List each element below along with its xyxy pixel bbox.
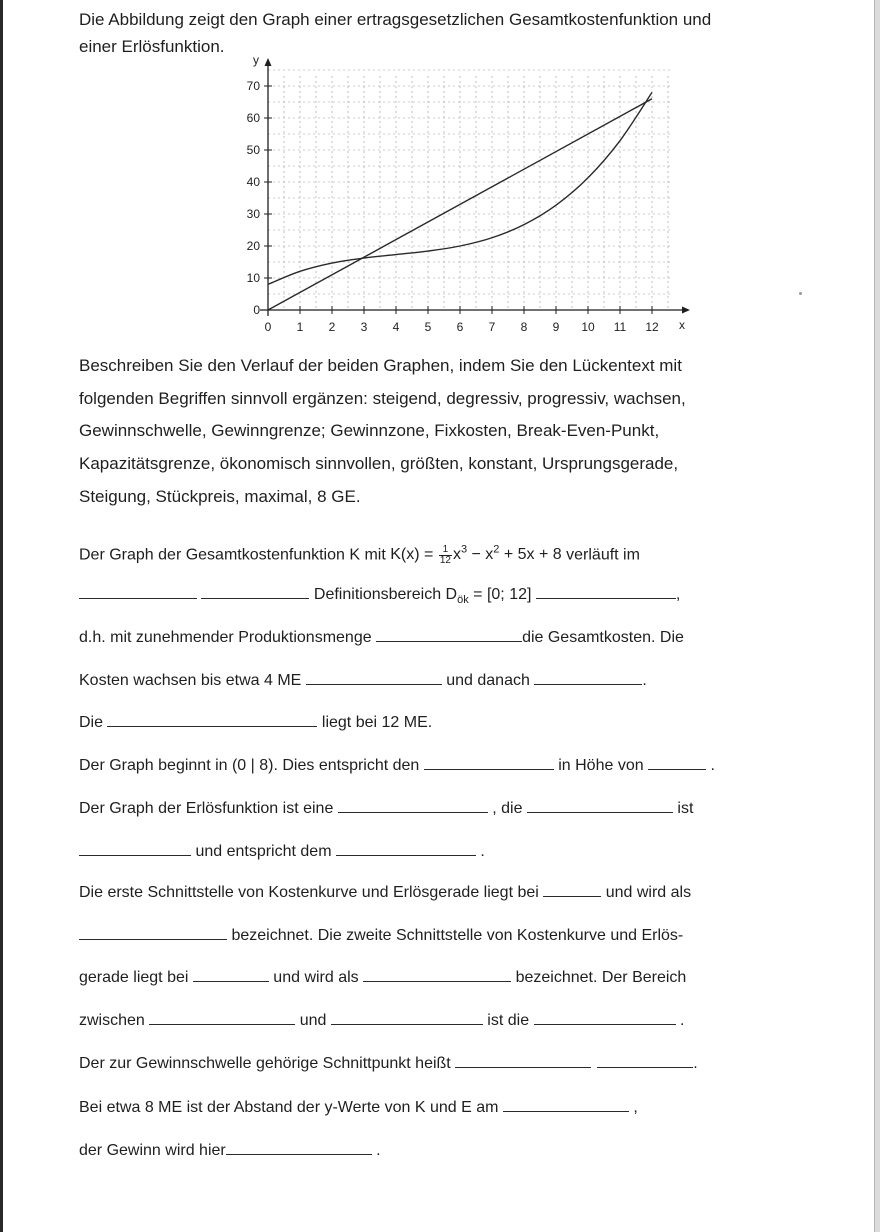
y-tick-label: 50	[246, 143, 260, 157]
x-tick-label: 10	[581, 320, 595, 334]
formula-fraction	[439, 545, 452, 566]
cloze-text: bezeichnet. Die zweite Schnittstelle von Kostenkurve und Erlös-	[227, 927, 684, 944]
blank-11[interactable]	[527, 797, 673, 813]
blank-13[interactable]	[336, 840, 476, 856]
blank-5[interactable]	[306, 669, 442, 685]
blank-10[interactable]	[338, 797, 488, 813]
cloze-text: und wird als	[268, 969, 364, 986]
cloze-row-13	[79, 1052, 698, 1074]
y-tick-label: 10	[246, 271, 260, 285]
blank-20[interactable]	[534, 1009, 676, 1025]
cloze-row-5	[79, 711, 432, 733]
cloze-text: ist die	[482, 1012, 534, 1029]
page-right-margin	[875, 0, 880, 1232]
fraction-denominator: 12	[439, 554, 451, 566]
cloze-row-11	[79, 966, 686, 988]
cloze-punct: .	[371, 1142, 381, 1159]
cloze-row-3	[79, 626, 684, 648]
cloze-text: zwischen	[79, 1012, 150, 1029]
blank-23[interactable]	[503, 1096, 629, 1112]
task-line-3: Gewinnschwelle, Gewinngrenze; Gewinnzone, Fixkosten, Break-Even-Punkt,	[79, 421, 660, 441]
blank-22[interactable]	[597, 1052, 693, 1068]
formula-exponent-2: 2	[493, 544, 500, 556]
blank-12[interactable]	[79, 840, 191, 856]
cloze-text: Die erste Schnittstelle von Kostenkurve und Erlösgerade liegt bei	[79, 884, 544, 901]
cloze-text: Bei etwa 8 ME ist der Abstand der y-Werte von K und E am	[79, 1099, 503, 1116]
cloze-text: Der Graph der Gesamtkostenfunktion K mit	[79, 546, 391, 564]
fraction-numerator: 1	[439, 545, 452, 556]
domain-symbol: D	[445, 586, 458, 603]
x-tick-label: 8	[520, 320, 528, 334]
blank-4[interactable]	[376, 626, 522, 642]
blank-21[interactable]	[455, 1052, 591, 1068]
cloze-text: liegt bei 12 ME.	[317, 714, 433, 731]
cloze-text: Definitionsbereich	[313, 586, 446, 603]
revenue-line	[268, 99, 652, 310]
blank-24[interactable]	[226, 1139, 372, 1155]
y-axis-label: y	[253, 53, 259, 67]
cloze-text: und wird als	[601, 884, 692, 901]
task-line-2: folgenden Begriffen sinnvoll ergänzen: steigend, degressiv, progressiv, wachsen,	[79, 388, 686, 408]
cloze-text: und entspricht dem	[191, 843, 336, 860]
x-tick-label: 7	[488, 320, 496, 334]
x-tick-label: 6	[456, 320, 464, 334]
cloze-punct: .	[693, 1055, 698, 1072]
page-left-border	[0, 0, 3, 1232]
formula-exponent-3: 3	[460, 544, 468, 556]
blank-16[interactable]	[193, 966, 269, 982]
formula-variable: x	[452, 546, 461, 564]
x-tick-label: 5	[424, 320, 432, 334]
blank-3[interactable]	[536, 583, 676, 599]
blank-6[interactable]	[534, 669, 642, 685]
cloze-punct: .	[706, 757, 715, 774]
intro-line-1: Die Abbildung zeigt den Graph einer ertragsgesetzlichen Gesamtkostenfunktion und	[79, 10, 712, 29]
chart-grid	[268, 70, 670, 310]
scan-dot	[799, 292, 802, 295]
x-tick-label: 4	[392, 320, 400, 334]
cloze-text: gerade liegt bei	[79, 969, 193, 986]
cost-function-formula	[390, 543, 562, 566]
cloze-row-8	[79, 840, 485, 862]
cloze-row-15	[79, 1139, 381, 1161]
task-line-5: Steigung, Stückpreis, maximal, 8 GE.	[79, 486, 361, 506]
cloze-text: und	[295, 1012, 331, 1029]
cloze-text: bezeichnet. Der Bereich	[511, 969, 687, 986]
cloze-text: die Gesamtkosten. Die	[522, 629, 684, 646]
task-line-1: Beschreiben Sie den Verlauf der beiden Graphen, indem Sie den Lückentext mit	[79, 356, 682, 375]
y-tick-label: 60	[246, 111, 260, 125]
cloze-text: der Gewinn wird hier	[79, 1142, 226, 1159]
cloze-text: ist	[672, 800, 694, 817]
x-axis-label: x	[679, 318, 685, 332]
formula-lhs: K(x) =	[390, 546, 438, 564]
x-tick-label: 11	[613, 320, 627, 334]
x-tick-label: 9	[552, 320, 560, 334]
blank-9[interactable]	[648, 754, 706, 770]
x-tick-label: 2	[328, 320, 336, 334]
blank-7[interactable]	[107, 711, 317, 727]
cloze-punct: .	[642, 672, 647, 689]
cloze-row-6	[79, 754, 715, 776]
chart-axes	[260, 58, 690, 316]
cloze-punct: ,	[628, 1099, 638, 1116]
formula-term-x: − x	[467, 546, 494, 564]
cost-revenue-chart	[220, 48, 700, 348]
blank-2[interactable]	[201, 583, 309, 599]
cloze-text: Der Graph beginnt in (0 | 8). Dies entspricht den	[79, 757, 424, 774]
x-axis-arrow	[682, 307, 690, 314]
intro-line-2: einer Erlösfunktion.	[79, 37, 225, 56]
y-tick-label: 30	[246, 207, 260, 221]
x-tick-label: 1	[296, 320, 304, 334]
cloze-row-2	[79, 583, 680, 610]
cloze-text: d.h. mit zunehmender Produktionsmenge	[79, 629, 377, 646]
cloze-punct: ,	[675, 586, 681, 603]
cloze-row-4	[79, 669, 647, 691]
y-tick-label: 0	[253, 303, 260, 317]
cloze-punct: .	[675, 1012, 685, 1029]
y-tick-label: 40	[246, 175, 260, 189]
cloze-text: in Höhe von	[553, 757, 649, 774]
blank-19[interactable]	[331, 1009, 483, 1025]
domain-subscript: ök	[457, 594, 469, 607]
blank-14[interactable]	[543, 881, 601, 897]
task-description	[79, 350, 799, 514]
cloze-text: verläuft im	[561, 546, 640, 564]
blank-18[interactable]	[149, 1009, 295, 1025]
domain-interval: = [0; 12]	[468, 586, 536, 603]
blank-8[interactable]	[424, 754, 554, 770]
cloze-row-1	[79, 540, 640, 566]
x-tick-label: 0	[264, 320, 272, 334]
task-line-4: Kapazitätsgrenze, ökonomisch sinnvollen, größten, konstant, Ursprungsgerade,	[79, 454, 679, 474]
cloze-text: , die	[487, 800, 527, 817]
cloze-text: und danach	[441, 672, 535, 689]
cloze-text: Der zur Gewinnschwelle gehörige Schnittpunkt heißt	[79, 1055, 456, 1072]
cloze-text: Die	[79, 714, 108, 731]
cloze-text: Der Graph der Erlösfunktion ist eine	[79, 800, 338, 817]
y-axis-arrow	[265, 58, 272, 66]
chart-ticks	[247, 53, 685, 334]
cloze-row-12	[79, 1009, 684, 1031]
formula-term-rest: + 5x + 8	[499, 546, 562, 564]
cloze-punct: .	[475, 843, 485, 860]
cloze-row-7	[79, 797, 693, 819]
cloze-row-10	[79, 924, 683, 946]
cloze-text: Kosten wachsen bis etwa 4 ME	[79, 672, 306, 689]
blank-15[interactable]	[79, 924, 227, 940]
blank-1[interactable]	[79, 583, 197, 599]
x-tick-label: 12	[645, 320, 659, 334]
cloze-row-9	[79, 881, 691, 903]
y-tick-label: 70	[246, 79, 260, 93]
cloze-row-14	[79, 1096, 638, 1118]
x-tick-label: 3	[360, 320, 368, 334]
blank-17[interactable]	[363, 966, 511, 982]
y-tick-label: 20	[246, 239, 260, 253]
